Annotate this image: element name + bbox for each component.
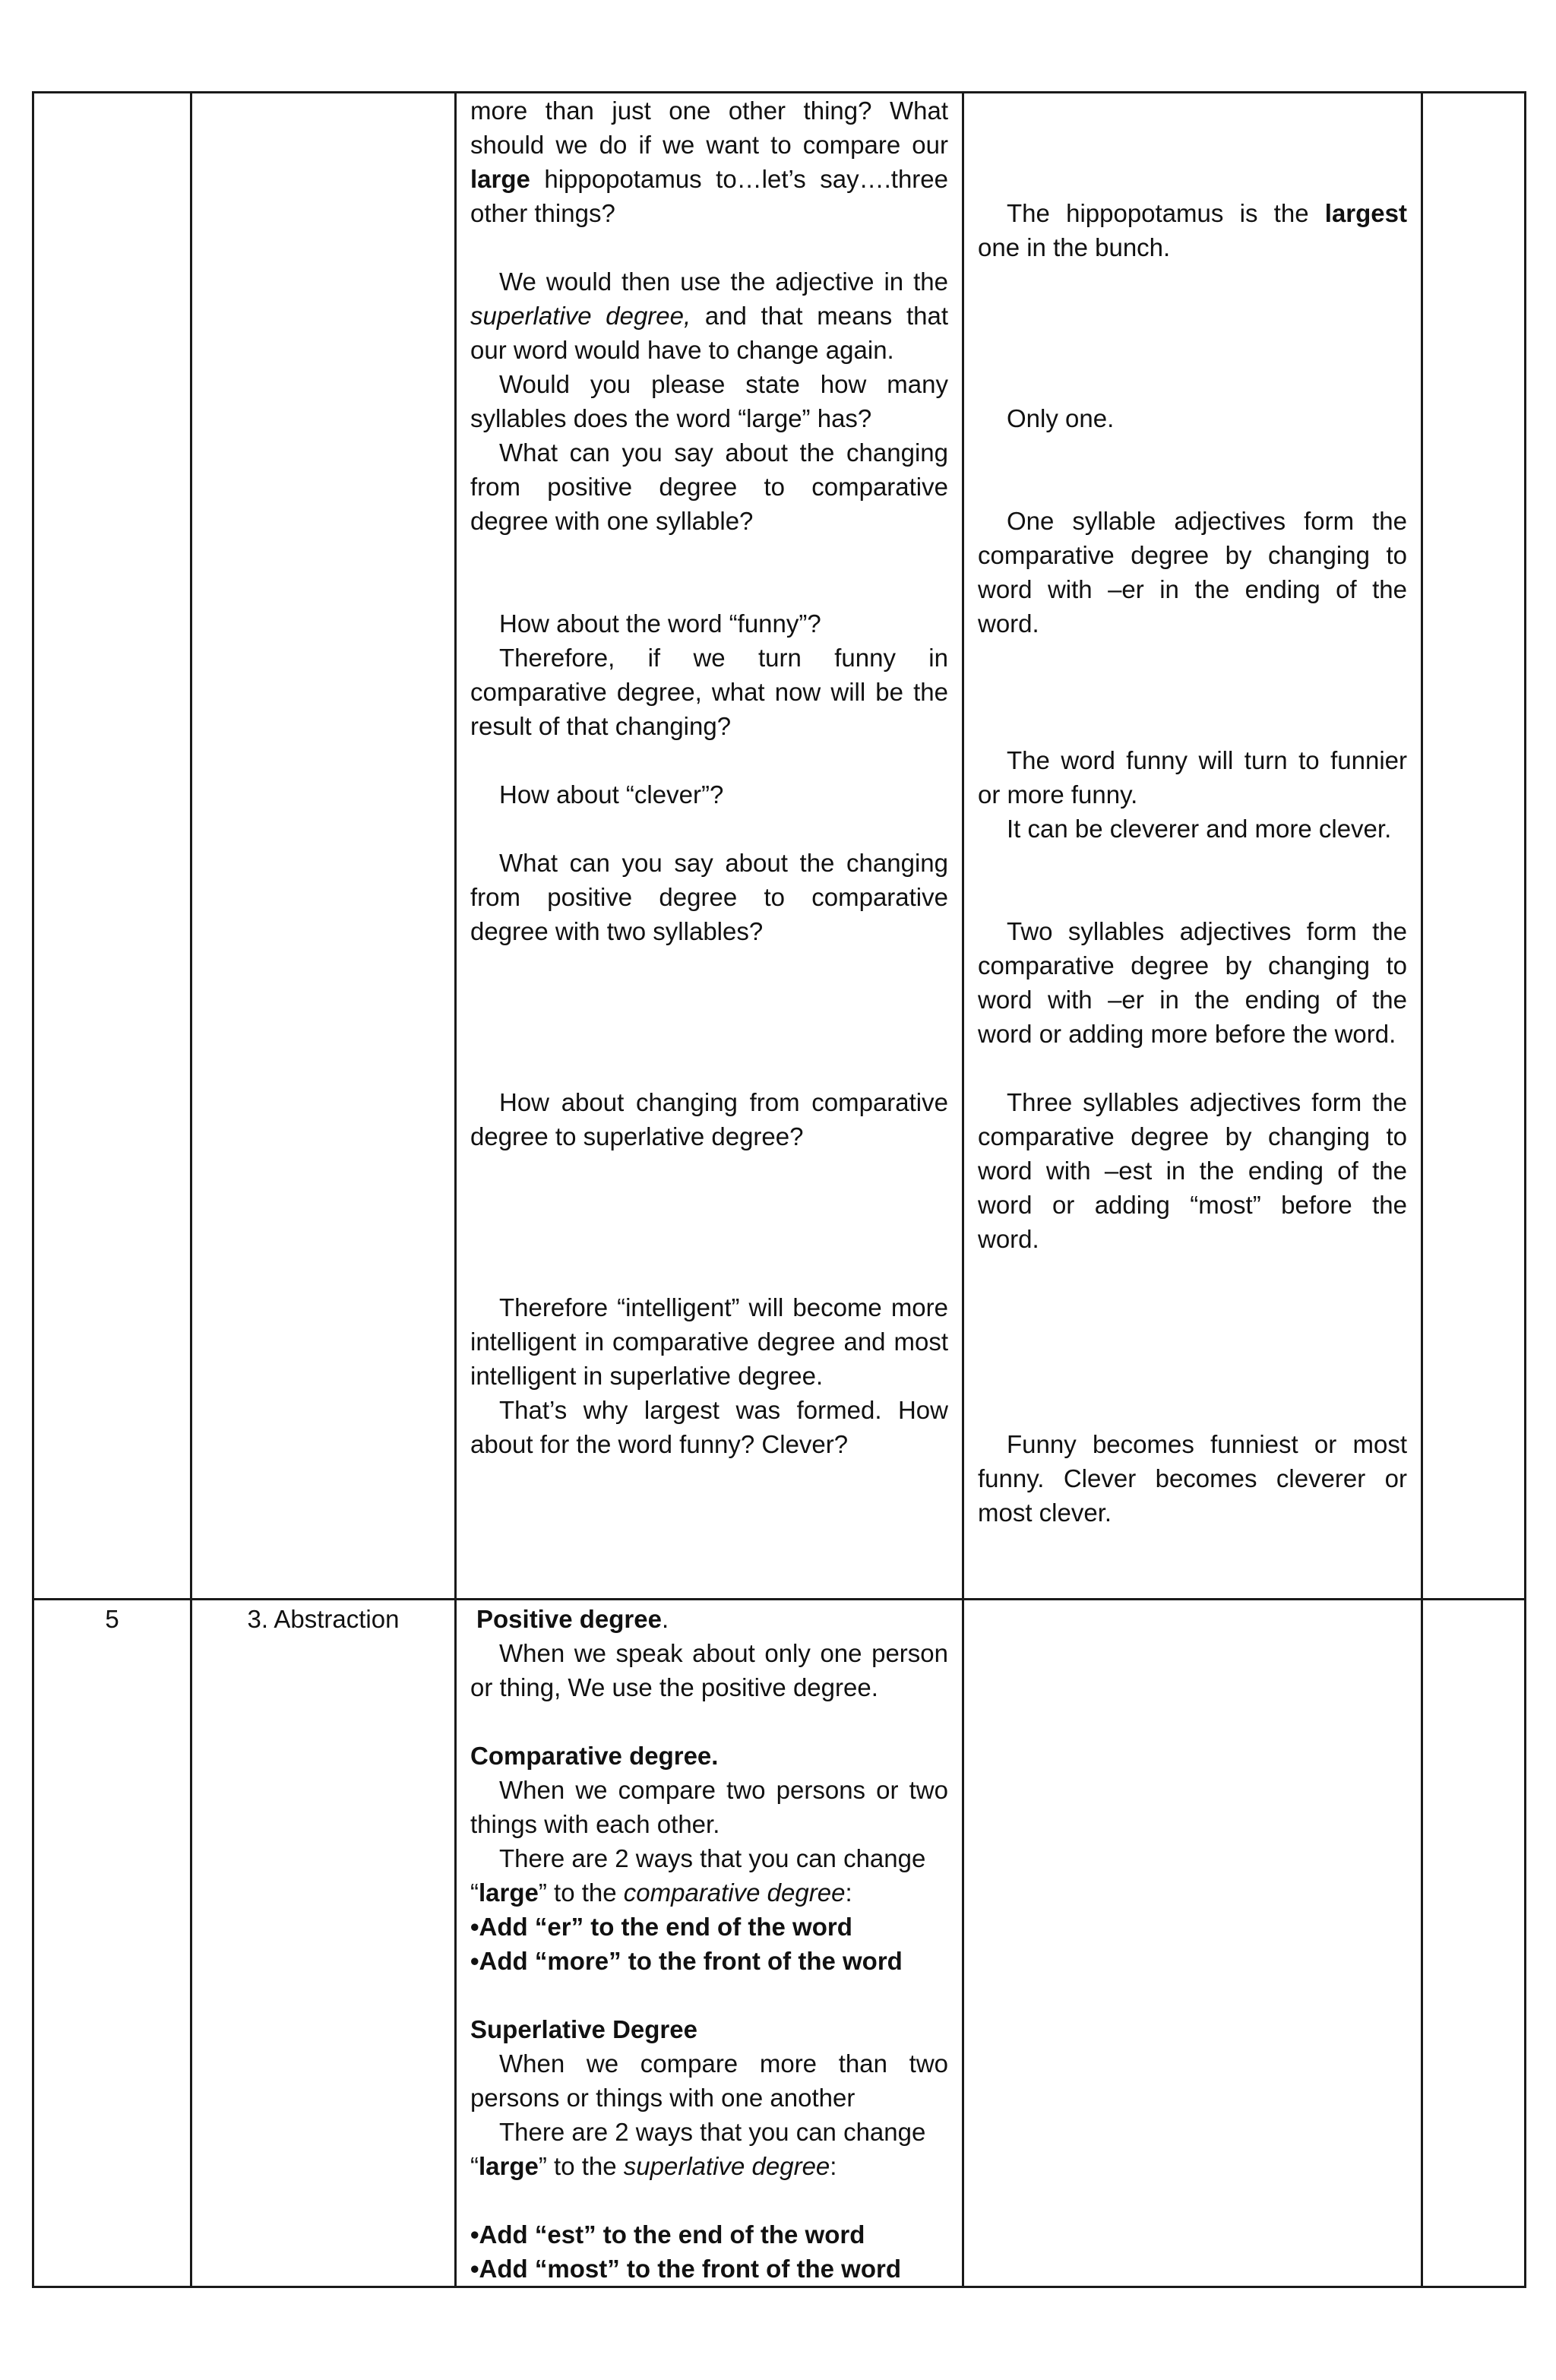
teacher-question: How about “clever”?: [499, 780, 724, 809]
student-answer: Funny becomes funniest or most funny. Clever becomes cleverer or most clever.: [978, 1430, 1407, 1527]
student-answer: One syllable adjectives form the comparative degree by changing to word with –er in the ending of the word.: [978, 507, 1407, 638]
student-answer: The word funny will turn to funnier or more funny.: [978, 746, 1407, 809]
rule-bullet: •Add “more” to the front of the word: [470, 1947, 903, 1975]
teacher-line: We would then use the adjective in the superlative degree, and that means that our word would have to change again.: [470, 267, 948, 364]
teacher-line: Therefore “intelligent” will become more intelligent in comparative degree and most intelligent in superlative degree.: [470, 1293, 948, 1390]
student-activity-cell: [963, 93, 1422, 1600]
student-activity-cell: [963, 1600, 1422, 2287]
stage-cell: [191, 1600, 456, 2287]
student-answer: Three syllables adjectives form the comparative degree by changing to word with –est in the ending of the word or adding “most” before the word.: [978, 1088, 1407, 1253]
teacher-activity-cell: [456, 93, 963, 1600]
teacher-question: How about changing from comparative degree to superlative degree?: [470, 1088, 948, 1150]
stage-label: 3. Abstraction: [247, 1605, 400, 1633]
rule-intro: There are 2 ways that you can change: [499, 2118, 926, 2146]
teacher-question: How about the word “funny”?: [499, 609, 821, 638]
lesson-plan-table: [32, 91, 1526, 2288]
teacher-question: That’s why largest was formed. How about for the word funny? Clever?: [470, 1396, 948, 1458]
number-cell: [33, 93, 191, 1600]
table-row: [33, 93, 1526, 1600]
teacher-question: What can you say about the changing from positive degree to comparative degree with one syllable?: [470, 438, 948, 535]
teacher-question: Would you please state how many syllables does the word “large” has?: [470, 370, 948, 432]
student-answer: The hippopotamus is the largest one in the bunch.: [978, 199, 1407, 261]
remarks-cell: [1422, 1600, 1526, 2287]
rule-intro: “large” to the superlative degree:: [470, 2152, 837, 2180]
heading-positive-degree: Positive degree.: [476, 1605, 669, 1633]
rule-bullet: •Add “er” to the end of the word: [470, 1913, 852, 1941]
teacher-question: Therefore, if we turn funny in comparative degree, what now will be the result of that changing?: [470, 644, 948, 740]
rule-bullet: •Add “est” to the end of the word: [470, 2220, 865, 2249]
teacher-activity-cell: [456, 1600, 963, 2287]
heading-comparative-degree: Comparative degree.: [470, 1742, 719, 1770]
rule-intro: “large” to the comparative degree:: [470, 1878, 852, 1907]
definition-text: When we speak about only one person or thing, We use the positive degree.: [470, 1639, 948, 1701]
student-answer: It can be cleverer and more clever.: [1007, 815, 1392, 843]
teacher-line: more than just one other thing? What should we do if we want to compare our large hippopotamus to…let’s say….three other things?: [470, 97, 948, 227]
table-row: [33, 1600, 1526, 2287]
teacher-question: What can you say about the changing from positive degree to comparative degree with two syllables?: [470, 849, 948, 945]
stage-cell: [191, 93, 456, 1600]
rule-intro: There are 2 ways that you can change: [499, 1844, 926, 1872]
rule-bullet: •Add “most” to the front of the word: [470, 2255, 901, 2283]
row-number: 5: [105, 1605, 119, 1633]
definition-text: When we compare more than two persons or things with one another: [470, 2049, 948, 2112]
remarks-cell: [1422, 93, 1526, 1600]
number-cell: [33, 1600, 191, 2287]
student-answer: Two syllables adjectives form the comparative degree by changing to word with –er in the ending of the word or adding more before the word.: [978, 917, 1407, 1048]
student-answer: Only one.: [1007, 404, 1115, 432]
heading-superlative-degree: Superlative Degree: [470, 2015, 697, 2043]
definition-text: When we compare two persons or two things with each other.: [470, 1776, 948, 1838]
